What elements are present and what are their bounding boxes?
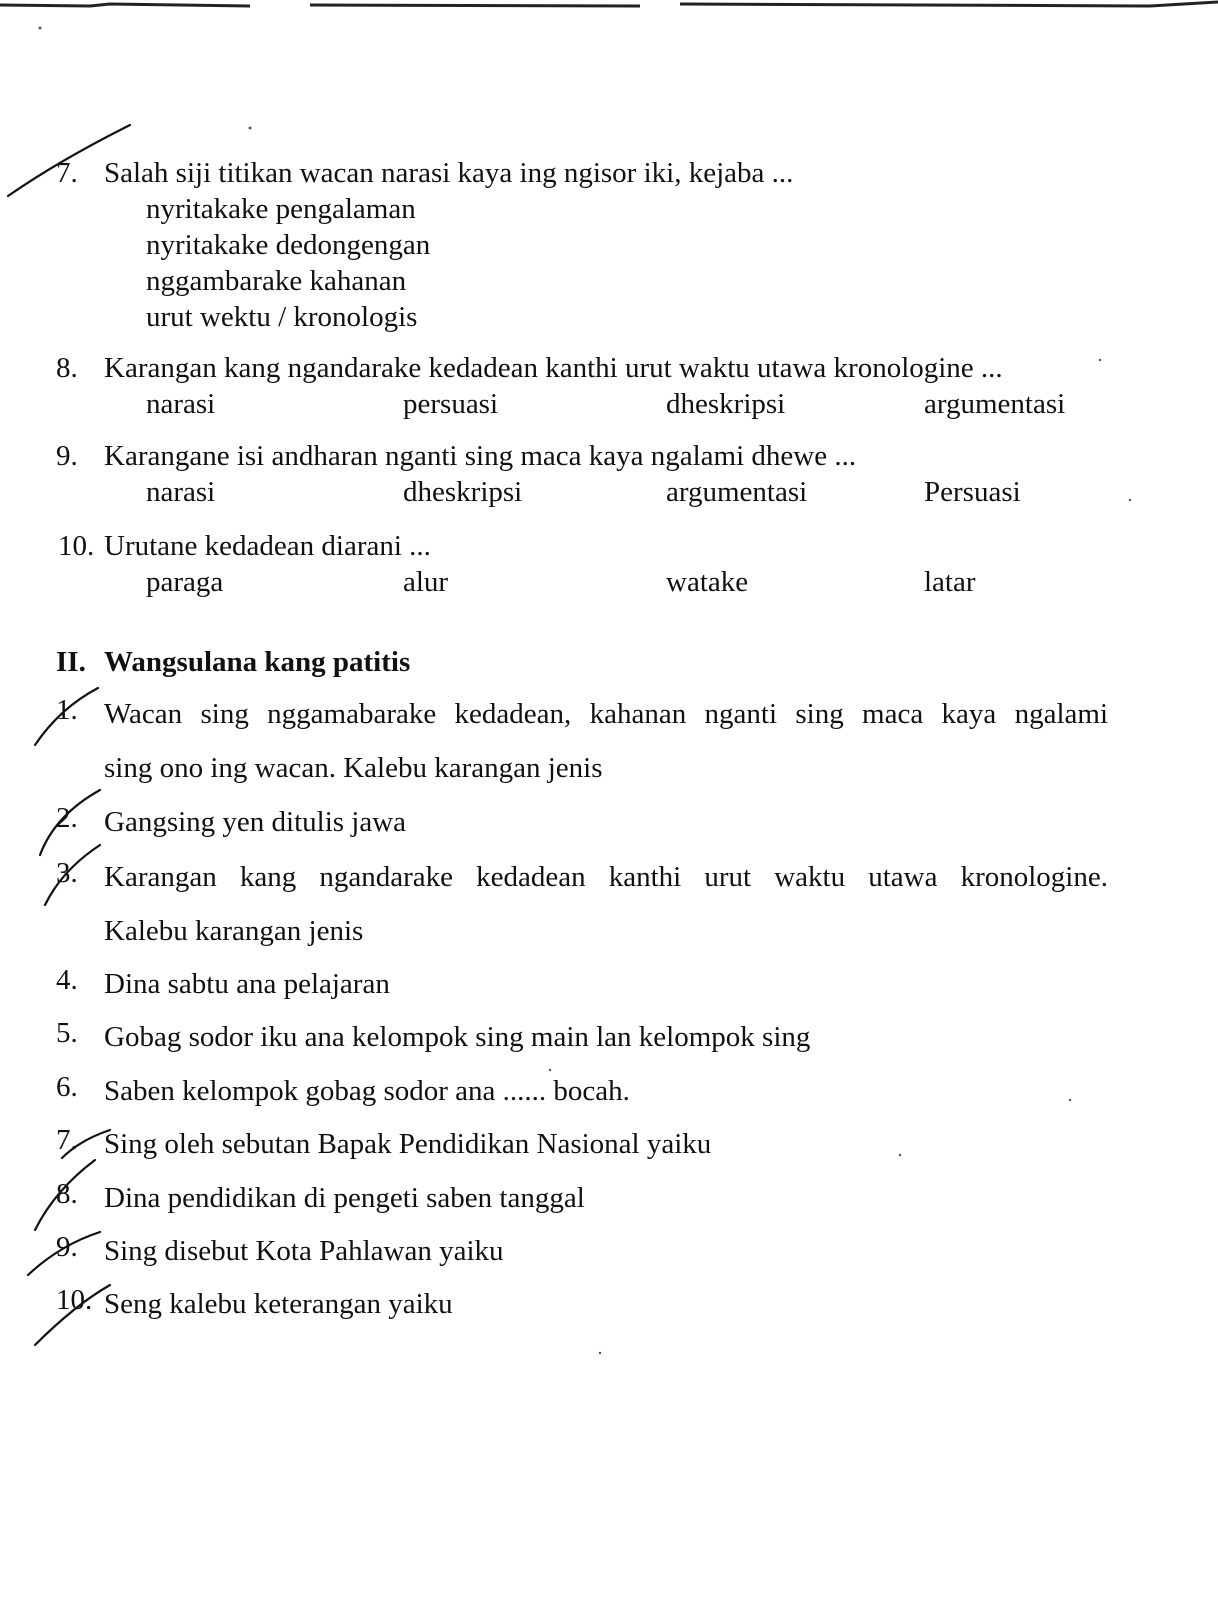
option-row	[0, 566, 1218, 606]
option-text: narasi	[146, 388, 216, 420]
item-number: 4.	[56, 964, 78, 996]
item-text: Karangan kang ngandarake kedadean kanthi urut waktu utawa kronologine.	[104, 861, 1108, 893]
item-number: 5.	[56, 1017, 78, 1049]
item-number: 7.	[56, 1124, 78, 1156]
item-text: Sing disebut Kota Pahlawan yaiku	[104, 1235, 504, 1267]
item-text: Saben kelompok gobag sodor ana ...... bocah.	[104, 1075, 630, 1107]
question-9	[0, 440, 1218, 480]
scan-speck	[599, 1352, 601, 1354]
question-7	[0, 157, 1218, 197]
item-text: Seng kalebu keterangan yaiku	[104, 1288, 453, 1320]
item-text: Dina sabtu ana pelajaran	[104, 968, 390, 1000]
option-row	[0, 388, 1218, 428]
question-10	[0, 530, 1218, 570]
option-text: nyritakake dedongengan	[146, 229, 431, 261]
section-heading	[56, 646, 410, 679]
item-text-continued: sing ono ing wacan. Kalebu karangan jenis	[104, 752, 603, 784]
item-text: Gangsing yen ditulis jawa	[104, 806, 407, 838]
question-text: Karangan kang ngandarake kedadean kanthi urut waktu utawa kronologine ...	[104, 352, 1003, 384]
option-row	[0, 476, 1218, 516]
option-text: urut wektu / kronologis	[146, 301, 418, 333]
option-text: argumentasi	[924, 388, 1066, 420]
option-text: latar	[924, 566, 976, 598]
option-text: narasi	[146, 476, 216, 508]
scan-speck	[39, 27, 42, 30]
question-text: Salah siji titikan wacan narasi kaya ing ngisor iki, kejaba ...	[104, 157, 794, 189]
scan-speck	[249, 127, 252, 130]
item-number: 6.	[56, 1071, 78, 1103]
option-text: alur	[403, 566, 449, 598]
section-numeral: II.	[56, 646, 86, 678]
option-text: argumentasi	[666, 476, 808, 508]
item-text: Gobag sodor iku ana kelompok sing main lan kelompok sing	[104, 1021, 811, 1053]
item-number: 10.	[56, 1284, 93, 1316]
option-text: dheskripsi	[666, 388, 786, 420]
section-title: Wangsulana kang patitis	[104, 646, 411, 678]
option-text: nggambarake kahanan	[146, 265, 407, 297]
question-number: 9.	[56, 440, 78, 472]
question-text: Urutane kedadean diarani ...	[104, 530, 431, 562]
question-number: 7.	[56, 157, 78, 189]
option-text: paraga	[146, 566, 224, 598]
option-text: dheskripsi	[403, 476, 523, 508]
item-number: 2.	[56, 802, 78, 834]
item-number: 3.	[56, 857, 78, 889]
question-text: Karangane isi andharan nganti sing maca kaya ngalami dhewe ...	[104, 440, 857, 472]
option-text: watake	[666, 566, 749, 598]
option-text: persuasi	[403, 388, 499, 420]
scan-edge	[0, 0, 1218, 12]
question-number: 8.	[56, 352, 78, 384]
item-number: 8.	[56, 1178, 78, 1210]
item-number: 9.	[56, 1231, 78, 1263]
item-text: Wacan sing nggamabarake kedadean, kahanan nganti sing maca kaya ngalami	[104, 698, 1108, 730]
option-text: Persuasi	[924, 476, 1021, 508]
question-number: 10.	[58, 530, 95, 562]
question-8	[0, 352, 1218, 392]
item-text-continued: Kalebu karangan jenis	[104, 915, 364, 947]
option-text: nyritakake pengalaman	[146, 193, 416, 225]
item-text: Dina pendidikan di pengeti saben tanggal	[104, 1182, 585, 1214]
item-text: Sing oleh sebutan Bapak Pendidikan Nasional yaiku	[104, 1128, 712, 1160]
item-number: 1.	[56, 694, 78, 726]
